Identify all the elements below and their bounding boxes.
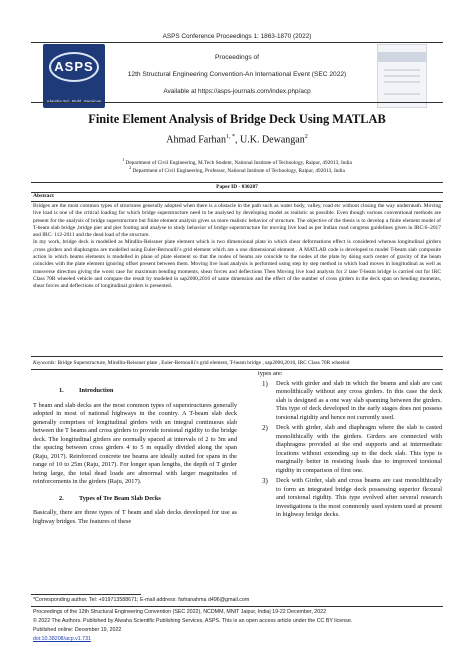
rule-paper-id — [31, 182, 443, 183]
abstract-heading: Abstract — [33, 193, 54, 199]
right-column — [258, 370, 442, 522]
rule-abstract-head — [31, 201, 443, 202]
footer-proceedings: Proceedings of the 12th Structural Engineering Convention (SEC 2022), NCDMM, MNIT Jaipur, India| 19-22 December, 2022 — [33, 609, 327, 615]
author-1: Ahmad Farhan — [166, 134, 226, 146]
left-column — [33, 379, 237, 526]
keywords — [33, 360, 441, 366]
types-intro-text: Basically, there are three types of T beam and slab decks developed for use as highway bridges. The features of these — [33, 509, 237, 525]
introduction-text: T beam and slab decks are the most common types of superstructures generally adopted in most of national highways in the country. A T-beam slab deck generally comprises of longitudinal girders with an integral continuous slab between the T beams and cross girders to provide torsional rigidity to the bridge deck. The longitudinal girders are normally spaced at intervals of 2 to 3m and the spacing between cross girders 4 to 5 m equally divided along the span (Raju, 2017). Reinforced concrete tee beams are ideally suited for spans in the range of 10 to 25m (Raju, 2017). For longer span lengths, the depth of T girder being large, the total dead loads are abnormal with larger magnitudes of reinforcements in the girders (Raju, 2017). — [33, 401, 237, 485]
author-2-sup: 2 — [304, 134, 308, 140]
keywords-text: Bridge Superstructure, Mindlin-Reissner plate , Euler-Bernoulli’s grid element, T-beam bridge , sap2000,2016, IRC Class 70R wheeled — [56, 360, 350, 366]
rule-keywords — [31, 356, 443, 357]
corresponding-author: *Corresponding author. Tel: +919713588671; E-mail address: farhanahma d496@gmail.com — [33, 597, 250, 603]
section-heading-types: 2. Types of Tee Beam Slab Decks — [59, 494, 161, 502]
paper-id: Paper ID - 030287 — [216, 184, 258, 190]
affiliation-1: $^1$ Department of Civil Engineering, M.Tech Student, National Institute of Technology, Raipur, 492013, India — [122, 157, 352, 166]
proceedings-label: Proceedings of — [215, 54, 259, 61]
author-1-sup: 1, * — [226, 134, 235, 140]
available-link[interactable]: Available at https://asps-journals.com/index.php/acp — [163, 88, 311, 95]
asps-logo: ASPS — [43, 44, 105, 108]
list-item: 2) Deck with girder, slab and diaphragm where the slab is casted monolithically with the girders. Girders are connected with diaphragms provided at the end supports and at intermediate locations without extending up to the deck slab. This type is marginally better in resisting loads due to improved torsional rigidity in comparison of first one. — [262, 424, 442, 474]
abstract-paragraph-2: In my work, bridge deck is modelled as Mindlin-Reissner plate element which is two dimensional plate in which shear deformations effect is considered whereas longitudinal girders ,cross girders and diaphragms are modelled using Euler-Bernoulli’s grid element which are a one dimensional element . A MATLAB code is developed to model T-beam slab composite action in which beams elements is modelled in plane of plate element so that the nodes of beams are coincide to the nodes of the plate by doing such center of gravity of the beam coincides with the plate element ignoring offset present between them. Moving live load analysis is performed using step by step method in which load moves in longitudinal as well as transverse direction giving the worst case for maximum bending moments, shear forces and deflections Then Moving live load analysis for 2 lane T-beam bridge is carried out for IRC Class 70R wheeled vehicle and compare the result by modeled in sap2000,2016 of same dimension and the effect of the number of cross girders in the deck span on bending moments, shear forces and deflections of longitudinal girders is presented. — [33, 239, 441, 290]
keywords-label: Keywords: — [33, 360, 57, 366]
list-item: 3) Deck with Girder, slab and cross beams are cast monolithically to form an integrated bridge deck possessing superior flexural and torsional rigidity. This type evolved after several research investigations is the most commonly used system used at present in highway bridge decks. — [262, 477, 442, 518]
journal-cover-thumbnail — [377, 44, 427, 108]
rule-footer-full — [31, 606, 443, 607]
rule-top — [31, 42, 443, 43]
author-2: , U.K. Dewangan — [235, 134, 305, 146]
authors — [0, 134, 474, 145]
section-heading-introduction: 1. Introduction — [59, 387, 114, 394]
types-continuation: types are: — [258, 370, 283, 377]
rule-header-bottom — [31, 102, 443, 103]
rule-footer — [31, 594, 141, 595]
journal-line: ASPS Conference Proceedings 1: 1863-1870 (2022) — [162, 33, 312, 40]
abstract-body — [33, 203, 441, 291]
doi-link[interactable]: doi:10.38208/acp.v1.731 — [33, 636, 92, 642]
affiliation-2: $^2$ Department of Civil Engineering, Professor, National Institute of Technology, Raipur, 492013, India — [129, 165, 345, 174]
footer-published: Published online: December 19, 2022 — [33, 627, 122, 633]
abstract-paragraph-1: Bridges are the most common types of structures generally adopted when there is a obstacle in the path such as water body, valley, road etc without closing the way underneath. Moving live load is one of the critical loading for which bridge superstructure need to be analysed by developing model as realistic as possible. Even though various conventional methods are present for the analysis of bridge superstructure but finite element analysis gives us more realistic behavior of structure. The objective of the thesis is to develop a finite element model of T-beam slab bridge ,bridge pier and pier footing and analyse to study behavior of bridge superstructure for moving live load as per Indian road congress guidelines given in IRC:6–2017 and IRC: 112-2011 and the dead load of the structure. — [33, 203, 441, 239]
paper-title: Finite Element Analysis of Bridge Deck Using MATLAB — [88, 112, 386, 126]
rule-abstract-top — [31, 192, 443, 193]
convention-title: 12th Structural Engineering Convention-An International Event (SEC 2022) — [127, 71, 347, 78]
footer-copyright: © 2022 The Authors. Published by Alwaha Scientific Publishing Services, ASPS. This is an open access article under the CC BY license. — [33, 618, 353, 624]
list-item: 1) Deck with girder and slab in which the beams and slab are cast monolithically without any cross girders. In this case the deck slab is designed as a one way slab spanning between the girders. This type of deck developed in the early stages does not possess torsional rigidity and hence not currently used. — [262, 379, 442, 421]
